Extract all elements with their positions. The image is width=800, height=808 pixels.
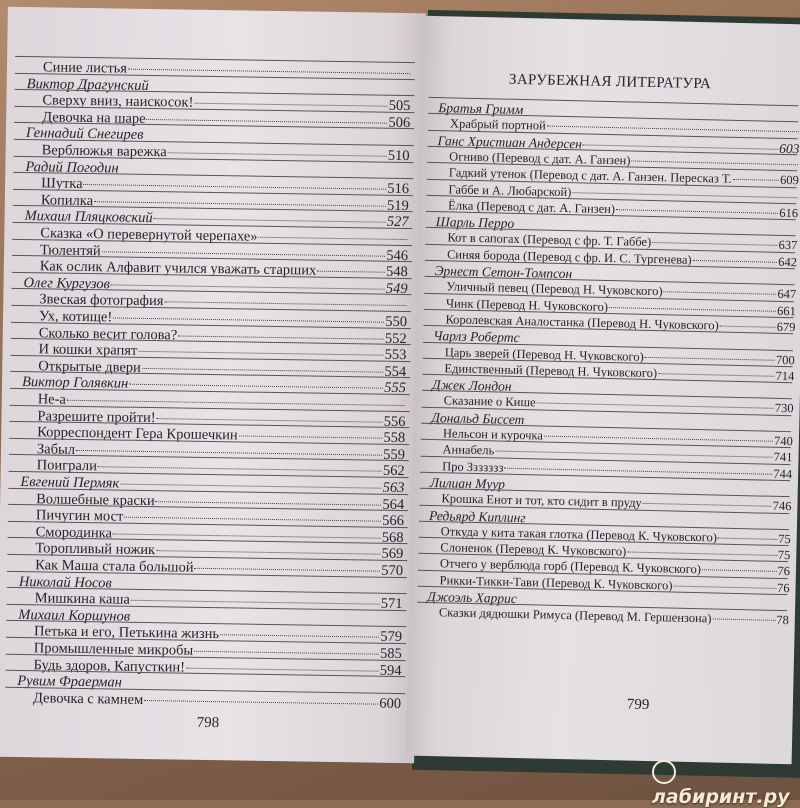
entry-title: Не-а bbox=[37, 391, 67, 408]
entry-title: Будь здоров, Капусткин! bbox=[33, 656, 186, 676]
author-name: Ганс Христиан Андерсен bbox=[437, 132, 583, 151]
page-reference: 76 bbox=[777, 564, 791, 579]
dot-leader bbox=[131, 600, 380, 605]
author-name: Радий Погодин bbox=[25, 158, 119, 177]
dot-leader bbox=[186, 667, 379, 671]
page-reference: 741 bbox=[773, 450, 793, 465]
entry-title: Царь зверей (Перевод Н. Чуковского) bbox=[444, 344, 644, 364]
entry-title: Корреспондент Гера Крошечкин bbox=[37, 424, 238, 444]
dot-leader bbox=[702, 570, 776, 573]
page-reference: 564 bbox=[382, 496, 405, 513]
entry-title: Единственный (Перевод Н. Чуковского) bbox=[444, 361, 658, 380]
entry-title: Про Ззззззз bbox=[442, 458, 504, 475]
page-reference: 714 bbox=[775, 368, 795, 384]
dot-leader bbox=[84, 184, 387, 190]
page-reference: 566 bbox=[382, 512, 405, 530]
entry-title: Мишкина каша bbox=[34, 590, 131, 608]
page-reference: 519 bbox=[386, 197, 409, 214]
dot-leader bbox=[113, 533, 381, 538]
entry-title: Промышленные микробы bbox=[33, 640, 194, 659]
page-reference: 554 bbox=[384, 363, 407, 380]
page-reference: 579 bbox=[380, 629, 403, 646]
entry-title: Уличный певец (Перевод Н. Чуковского) bbox=[446, 279, 663, 299]
dot-leader bbox=[537, 403, 774, 409]
dot-leader bbox=[178, 335, 384, 339]
page-reference: 78 bbox=[776, 613, 789, 628]
entry-title: Волшебные краски bbox=[36, 490, 155, 509]
dot-leader bbox=[94, 201, 386, 207]
dot-leader bbox=[147, 119, 388, 124]
dot-leader bbox=[124, 517, 381, 522]
author-name: Эрнест Сетон-Томпсон bbox=[434, 263, 573, 282]
author-name: Михаил Коршунов bbox=[18, 606, 131, 625]
dot-leader bbox=[693, 260, 778, 263]
entry-title: И кошки храпят bbox=[38, 341, 138, 360]
dot-leader bbox=[547, 126, 799, 133]
author-name: Рувим Фраерман bbox=[17, 673, 122, 691]
entry-title: Отчего у верблюда горб (Перевод К. Чуковского) bbox=[439, 556, 702, 577]
page-reference: 76 bbox=[776, 580, 790, 595]
page-reference: 527 bbox=[386, 214, 409, 231]
entry-title: Петька и его, Петькина жизнь bbox=[33, 623, 220, 643]
dot-leader bbox=[544, 436, 773, 442]
page-reference: 510 bbox=[387, 147, 410, 165]
dot-leader bbox=[631, 160, 798, 165]
entry-title: Нельсон и курочка bbox=[442, 426, 544, 443]
dot-leader bbox=[664, 292, 777, 296]
dot-leader bbox=[128, 69, 410, 74]
page-reference: 679 bbox=[776, 319, 796, 335]
page-reference: 730 bbox=[774, 401, 794, 416]
page-reference: 546 bbox=[386, 247, 409, 264]
watermark-logo bbox=[652, 762, 800, 808]
right-page bbox=[406, 16, 800, 765]
dot-leader bbox=[154, 218, 386, 223]
page-reference: 550 bbox=[385, 313, 408, 331]
author-name: Олег Кургузов bbox=[23, 274, 110, 293]
page-reference: 570 bbox=[381, 562, 404, 580]
entry-title: Откуда у кита такая глотка (Перевод К. Чуковского) bbox=[440, 524, 718, 545]
dot-leader bbox=[572, 192, 797, 198]
dot-leader bbox=[194, 651, 379, 655]
entry-title: Крошка Енот и тот, кто сидит в пруду bbox=[441, 491, 642, 511]
page-reference: 548 bbox=[385, 263, 408, 281]
watermark-text: лабиринт.ру bbox=[652, 786, 790, 808]
dot-leader bbox=[113, 317, 384, 322]
entry-title: Копилка bbox=[40, 192, 94, 209]
entry-title: Королевская Аналостанка (Перевод Н. Чуковского) bbox=[445, 312, 719, 333]
page-reference: 609 bbox=[779, 173, 799, 188]
entry-title: Пичугин мост bbox=[35, 507, 124, 525]
dot-leader bbox=[239, 436, 383, 439]
author-name: Шарль Перро bbox=[435, 214, 515, 231]
entry-title: Габбе и А. Любарской) bbox=[448, 181, 572, 199]
dot-leader bbox=[111, 284, 385, 289]
page-reference: 600 bbox=[379, 695, 402, 712]
entry-title: Рикки-Тикки-Тави (Перевод К. Чуковского) bbox=[439, 572, 673, 593]
right-page-number: 799 bbox=[626, 696, 650, 714]
page-reference: 559 bbox=[383, 446, 406, 463]
entry-title: Кот в сапогах (Перевод с фр. Т. Габбе) bbox=[447, 230, 652, 250]
page-reference: 516 bbox=[387, 180, 410, 198]
page-reference: 746 bbox=[772, 498, 792, 514]
page-reference: 700 bbox=[775, 352, 795, 367]
dot-leader bbox=[168, 152, 387, 156]
entry-title: Девочка с камнем bbox=[32, 690, 144, 708]
page-reference: 594 bbox=[379, 662, 402, 679]
dot-leader bbox=[220, 635, 379, 639]
page-reference: 75 bbox=[778, 531, 791, 547]
author-name: Виктор Драгунский bbox=[26, 75, 149, 94]
section-heading: ЗАРУБЕЖНАЯ ЛИТЕРАТУРА bbox=[508, 71, 712, 93]
page-reference: 637 bbox=[778, 238, 798, 253]
page-reference: 553 bbox=[384, 346, 407, 364]
page-reference: 505 bbox=[388, 97, 411, 115]
entry-title: Гадкий утенок (Перевод с дат. А. Ганзен. Пересказ Т. bbox=[448, 165, 732, 186]
author-name: Евгений Пермяк bbox=[20, 474, 120, 492]
dot-leader bbox=[259, 237, 408, 240]
page-reference: 558 bbox=[383, 429, 406, 447]
entry-title: Чинк (Перевод Н. Чуковского) bbox=[445, 295, 609, 314]
author-name: Николай Носов bbox=[18, 573, 112, 592]
entry-title: Ух, котище! bbox=[38, 308, 113, 326]
entry-title: Сказки дядюшки Римуса (Перевод М. Гершензона) bbox=[438, 605, 712, 626]
page-reference: 642 bbox=[778, 254, 798, 269]
dot-leader bbox=[129, 384, 383, 389]
page-reference: 555 bbox=[384, 380, 407, 397]
dot-leader bbox=[712, 619, 775, 621]
entry-title: Огниво (Перевод с дат. А. Ганзен) bbox=[449, 149, 631, 168]
dot-leader bbox=[732, 179, 779, 181]
entry-title: Аннабель bbox=[442, 442, 495, 458]
left-page-number: 798 bbox=[196, 714, 220, 732]
author-name: Геннадий Снегирев bbox=[25, 125, 144, 144]
entry-title: Синяя борода (Перевод с фр. И. С. Тургенева) bbox=[446, 247, 692, 267]
entry-title: Как ослик Алфавит учился уважать старших bbox=[39, 258, 317, 279]
author-name: Братья Гримм bbox=[438, 100, 524, 118]
page-reference: 616 bbox=[779, 205, 799, 221]
dot-leader bbox=[317, 271, 385, 273]
page-reference: 569 bbox=[381, 546, 404, 563]
entry-title: Сколько весит голова? bbox=[38, 324, 178, 344]
page-reference: 506 bbox=[388, 114, 411, 131]
author-name: Виктор Голявкин bbox=[21, 374, 129, 393]
entry-title: Храбрый портной bbox=[449, 116, 546, 133]
entry-title: Как Маша стала большой bbox=[35, 557, 194, 576]
dot-leader bbox=[102, 251, 386, 256]
page-reference: 75 bbox=[777, 548, 791, 563]
entry-title: Разрешите пройти! bbox=[37, 407, 156, 426]
page-reference: 603 bbox=[779, 140, 800, 156]
entry-title: Забыл bbox=[36, 441, 76, 458]
page-reference: 563 bbox=[382, 479, 405, 497]
dot-leader bbox=[583, 144, 778, 149]
page-reference: 740 bbox=[773, 433, 794, 449]
dot-leader bbox=[98, 467, 382, 472]
entry-title: Сказка «О перевернутой черепахе» bbox=[40, 225, 258, 245]
dot-leader bbox=[505, 467, 773, 474]
dot-leader bbox=[142, 368, 384, 373]
dot-leader bbox=[658, 373, 775, 377]
page-reference: 744 bbox=[773, 466, 793, 481]
dot-leader bbox=[495, 451, 773, 458]
entry-title: Поиграли bbox=[36, 457, 98, 475]
entry-title: Торопливый ножик bbox=[35, 540, 156, 559]
entry-title: Ёлка (Перевод с дат. А. Ганзен) bbox=[447, 198, 616, 216]
author-name: Чарлз Робертс bbox=[433, 328, 520, 346]
author-name: Редьярд Киплинг bbox=[428, 507, 526, 525]
dot-leader bbox=[616, 209, 778, 214]
dot-leader bbox=[164, 302, 406, 307]
dot-leader bbox=[643, 503, 772, 507]
entry-title: Девочка на шаре bbox=[42, 109, 146, 127]
dot-leader bbox=[156, 551, 381, 556]
author-name: Джек Лондон bbox=[431, 377, 512, 394]
dot-leader bbox=[718, 537, 777, 539]
dot-leader bbox=[144, 700, 378, 705]
dot-leader bbox=[720, 325, 776, 327]
page-reference: 552 bbox=[384, 330, 407, 347]
dot-leader bbox=[76, 450, 382, 456]
entry-title: Открытые двери bbox=[38, 358, 141, 376]
left-page bbox=[0, 7, 426, 763]
page-reference: 556 bbox=[383, 413, 406, 430]
entry-title: Сверху вниз, наискосок! bbox=[42, 92, 194, 111]
entry-title: Сказание о Кише bbox=[443, 393, 536, 410]
dot-leader bbox=[673, 585, 776, 588]
dot-leader bbox=[652, 242, 777, 246]
page-reference: 549 bbox=[385, 280, 408, 297]
dot-leader bbox=[195, 568, 381, 572]
page-reference: 571 bbox=[380, 595, 403, 613]
dot-leader bbox=[157, 418, 383, 423]
entry-title: Слоненок (Перевод К. Чуковского) bbox=[440, 540, 627, 559]
author-name: Джоэль Харрис bbox=[427, 588, 518, 607]
author-name: Михаил Пляцковский bbox=[24, 208, 153, 227]
dot-leader bbox=[627, 552, 777, 556]
page-reference: 585 bbox=[379, 645, 402, 663]
page-reference: 568 bbox=[381, 529, 404, 546]
labirint-logo-icon bbox=[652, 760, 676, 784]
page-reference: 647 bbox=[777, 287, 797, 302]
entry-title: Звеская фотография bbox=[39, 291, 164, 310]
dot-leader bbox=[120, 484, 381, 489]
dot-leader bbox=[645, 356, 775, 360]
dot-leader bbox=[194, 103, 387, 107]
dot-leader bbox=[138, 351, 383, 356]
dot-leader bbox=[156, 501, 382, 506]
dot-leader bbox=[67, 400, 405, 406]
page-reference: 661 bbox=[776, 303, 797, 318]
entry-title: Смородинка bbox=[35, 524, 113, 542]
dot-leader bbox=[609, 307, 776, 312]
author-name: Дональд Биссет bbox=[431, 409, 525, 427]
author-name: Лилиан Муур bbox=[429, 474, 506, 492]
entry-title: Тюлентяй bbox=[39, 241, 101, 259]
entry-title: Верблюжья варежка bbox=[41, 142, 167, 161]
page-reference: 562 bbox=[382, 463, 405, 480]
entry-title: Синие листья bbox=[42, 59, 128, 77]
entry-title: Шутка bbox=[41, 175, 83, 193]
